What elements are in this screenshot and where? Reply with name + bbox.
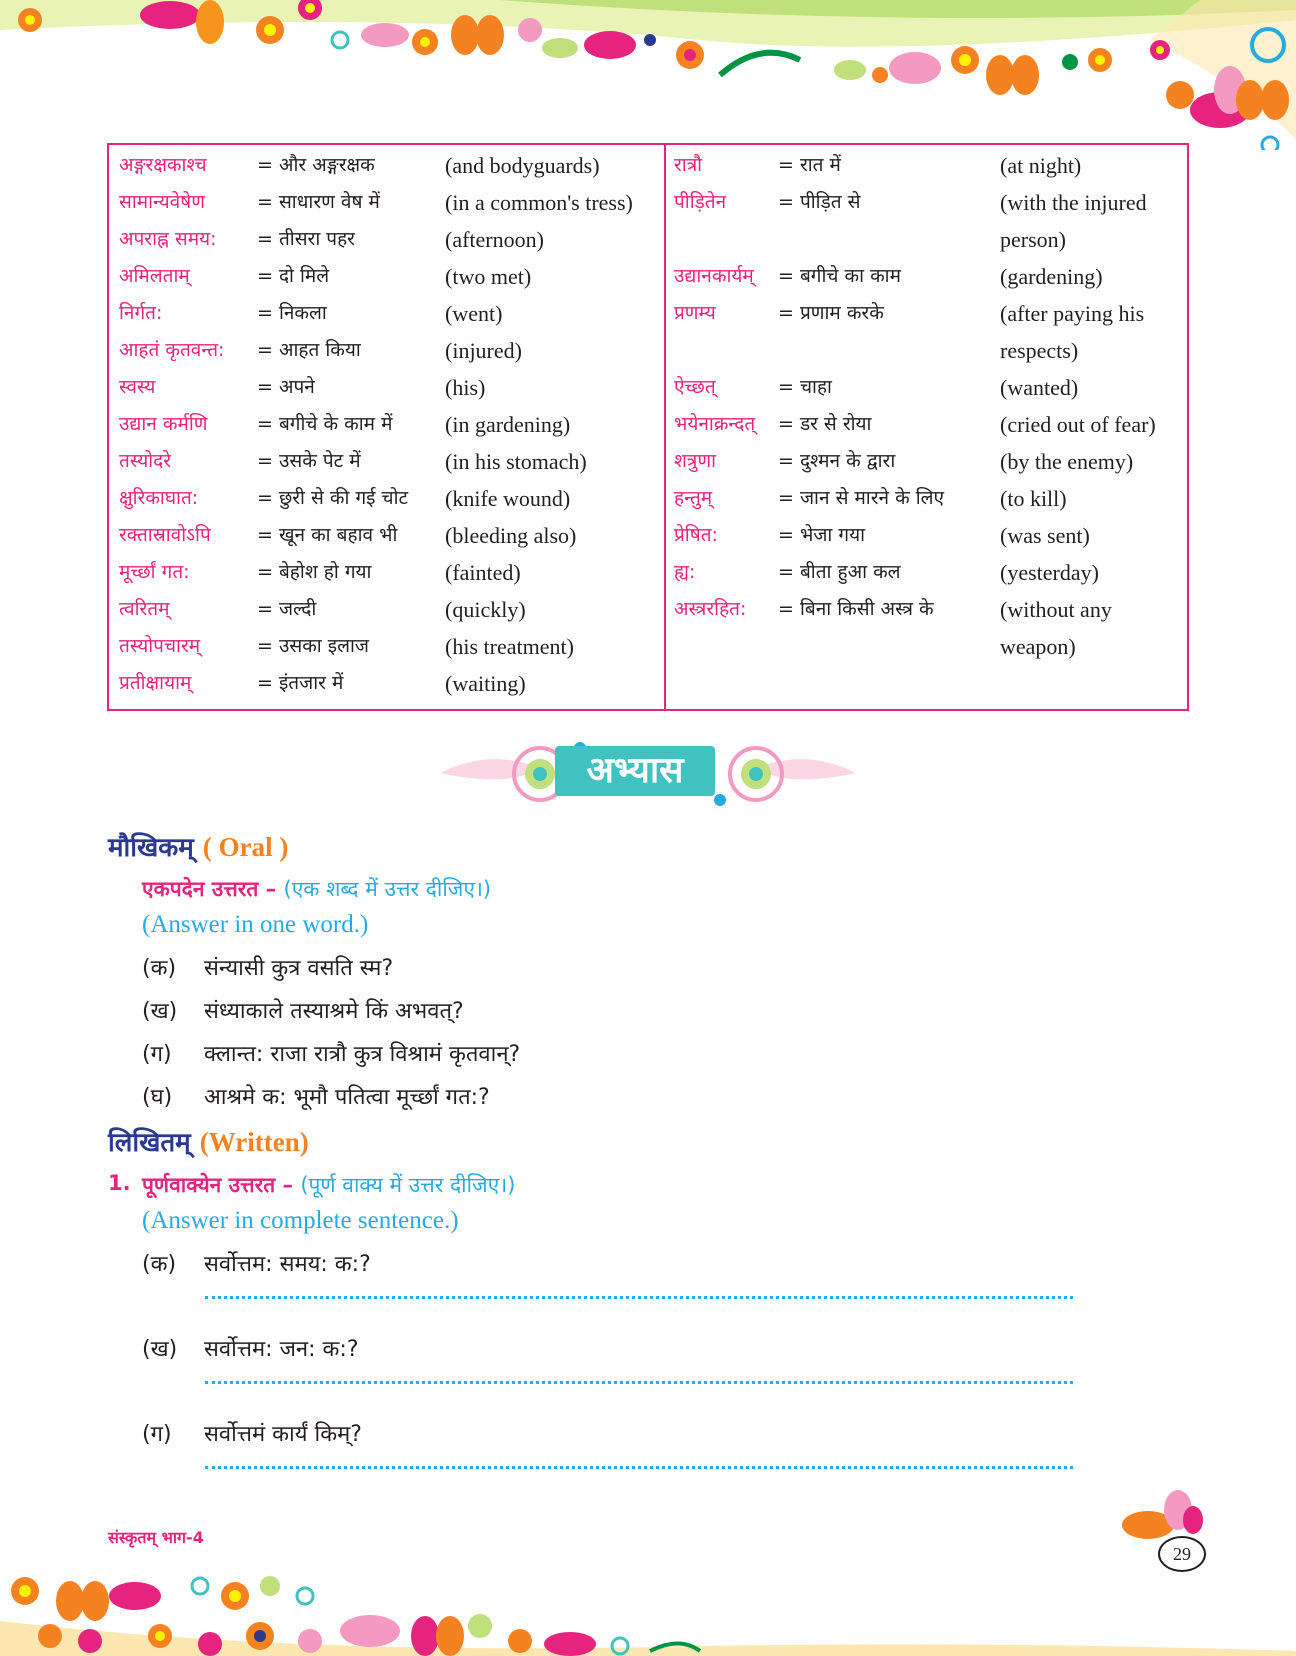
glossary-english-meaning: (his): [445, 375, 486, 400]
glossary-row: [666, 184, 1187, 252]
glossary-row: [666, 258, 1187, 295]
glossary-word: निर्गत:: [119, 302, 163, 324]
glossary-hindi-meaning: = भेजा गया: [778, 524, 866, 546]
glossary-hindi-meaning: = प्रणाम करके: [778, 302, 884, 324]
glossary-row: [109, 591, 664, 628]
oral-instruction-english: (Answer in one word.): [142, 911, 369, 938]
glossary-english-meaning: (went): [445, 301, 503, 326]
glossary-english-meaning: (gardening): [1000, 264, 1103, 289]
glossary-word: रात्रौ: [674, 154, 703, 176]
question-label: (ख): [142, 999, 178, 1024]
answer-line[interactable]: [205, 1381, 1073, 1384]
glossary-word: उद्यान कर्मणि: [119, 413, 208, 435]
glossary-row: [109, 665, 664, 702]
glossary-hindi-meaning: = बगीचे का काम: [778, 265, 901, 287]
glossary-english-meaning: (quickly): [445, 597, 526, 622]
glossary-row: [109, 406, 664, 443]
glossary-row: [109, 443, 664, 480]
glossary-right-column: [666, 145, 1187, 709]
written-instruction: [142, 1171, 515, 1199]
oral-question: [142, 952, 393, 982]
glossary-english-meaning: (yesterday): [1000, 560, 1099, 585]
glossary-word: स्वस्य: [119, 376, 156, 398]
oral-title-hindi: मौखिकम्: [108, 833, 194, 863]
glossary-hindi-meaning: = बीता हुआ कल: [778, 561, 901, 583]
oral-question: [142, 995, 464, 1025]
question-text: सर्वोत्तम: समय: क:?: [204, 1252, 371, 1277]
glossary-row: [109, 517, 664, 554]
butterfly-icon: [140, 0, 224, 44]
glossary-english-meaning: (bleeding also): [445, 523, 577, 548]
glossary-english-meaning: (without any: [1000, 597, 1112, 622]
question-label: (ख): [142, 1337, 178, 1362]
oral-question: [142, 1081, 490, 1111]
glossary-english-meaning: (was sent): [1000, 523, 1090, 548]
answer-line[interactable]: [205, 1296, 1073, 1299]
oral-title-english: ( Oral ): [202, 832, 289, 862]
glossary-hindi-meaning: = पीड़ित से: [778, 191, 861, 213]
glossary-hindi-meaning: = दुश्मन के द्वारा: [778, 450, 896, 472]
glossary-hindi-meaning: = रात में: [778, 154, 841, 176]
glossary-word: ऐच्छत्: [674, 376, 716, 398]
glossary-hindi-meaning: = साधारण वेष में: [257, 191, 380, 213]
glossary-row: [666, 554, 1187, 591]
written-instruction-english: (Answer in complete sentence.): [142, 1207, 459, 1234]
glossary-english-meaning: (afternoon): [445, 227, 544, 252]
glossary-word: अपराह्न समय:: [119, 228, 217, 250]
glossary-row: [666, 406, 1187, 443]
written-question-number: 1.: [108, 1171, 131, 1195]
oral-instruction-hint: (एक शब्द में उत्तर दीजिए।): [283, 877, 492, 901]
flower-icon: [18, 8, 42, 32]
glossary-word: ह्य:: [674, 561, 696, 583]
glossary-hindi-meaning: = बगीचे के काम में: [257, 413, 393, 435]
bottom-floral-border: [0, 1526, 1296, 1656]
glossary-row: [666, 480, 1187, 517]
glossary-row: [109, 147, 664, 184]
question-label: (घ): [142, 1085, 173, 1110]
glossary-hindi-meaning: = चाहा: [778, 376, 832, 398]
glossary-word: तस्योपचारम्: [119, 635, 201, 657]
glossary-english-meaning: (his treatment): [445, 634, 574, 659]
glossary-english-meaning: (at night): [1000, 153, 1082, 178]
glossary-row: [109, 221, 664, 258]
glossary-english-meaning: (injured): [445, 338, 522, 363]
glossary-word: उद्यानकार्यम्: [674, 265, 754, 287]
glossary-word: प्रेषित:: [674, 524, 718, 546]
glossary-row: [109, 480, 664, 517]
question-text: सर्वोत्तम: जन: क:?: [204, 1337, 359, 1362]
question-text: संध्याकाले तस्याश्रमे किं अभवत्?: [204, 999, 464, 1024]
glossary-english-meaning: (fainted): [445, 560, 521, 585]
butterfly-icon: [56, 1581, 109, 1621]
glossary-word: सामान्यवेषेण: [119, 191, 205, 213]
glossary-english-meaning: (with the injured: [1000, 190, 1147, 215]
glossary-row: [109, 554, 664, 591]
glossary-row: [666, 443, 1187, 480]
written-question: [142, 1333, 359, 1363]
question-label: (ग): [142, 1422, 172, 1447]
glossary-row: [666, 147, 1187, 184]
glossary-english-meaning: (in his stomach): [445, 449, 587, 474]
question-label: (क): [142, 1252, 177, 1277]
oral-instruction-text: एकपदेन उत्तरत –: [142, 877, 277, 901]
glossary-left-column: [109, 145, 666, 709]
glossary-word: प्रतीक्षायाम्: [119, 672, 192, 694]
question-text: आश्रमे क: भूमौ पतित्वा मूर्च्छां गत:?: [204, 1085, 490, 1110]
glossary-hindi-meaning: = और अङ्गरक्षक: [257, 154, 375, 176]
glossary-hindi-meaning: = निकला: [257, 302, 327, 324]
glossary-word: अमिलताम्: [119, 265, 190, 287]
glossary-english-meaning: (and bodyguards): [445, 153, 600, 178]
written-instruction-text: पूर्णवाक्येन उत्तरत –: [142, 1173, 293, 1197]
glossary-english-meaning: (wanted): [1000, 375, 1079, 400]
glossary-table: [107, 143, 1189, 711]
glossary-word: शत्रुणा: [674, 450, 717, 472]
glossary-word: हन्तुम्: [674, 487, 713, 509]
oral-instruction: [142, 875, 491, 903]
glossary-hindi-meaning: = उसका इलाज: [257, 635, 369, 657]
glossary-hindi-meaning: = दो मिले: [257, 265, 330, 287]
glossary-hindi-meaning: = अपने: [257, 376, 315, 398]
glossary-english-meaning: (to kill): [1000, 486, 1067, 511]
top-floral-border: [0, 0, 1296, 150]
glossary-row: [666, 369, 1187, 406]
glossary-english-meaning: (in a common's tress): [445, 190, 633, 215]
glossary-hindi-meaning: = बेहोश हो गया: [257, 561, 372, 583]
glossary-word: त्वरितम्: [119, 598, 170, 620]
glossary-hindi-meaning: = जल्दी: [257, 598, 317, 620]
glossary-english-meaning: (in gardening): [445, 412, 571, 437]
glossary-english-meaning: (by the enemy): [1000, 449, 1134, 474]
oral-heading: [108, 828, 288, 864]
glossary-word: पीड़ितेन: [674, 191, 727, 213]
answer-line[interactable]: [205, 1466, 1073, 1469]
question-text: क्लान्त: राजा रात्रौ कुत्र विश्रामं कृतवान्?: [204, 1042, 521, 1067]
question-label: (ग): [142, 1042, 172, 1067]
glossary-hindi-meaning: = बिना किसी अस्त्र के: [778, 598, 934, 620]
glossary-word: प्रणम्य: [674, 302, 716, 324]
glossary-english-meaning: (waiting): [445, 671, 526, 696]
glossary-word: तस्योदरे: [119, 450, 172, 472]
glossary-row: [109, 332, 664, 369]
glossary-word: आहतं कृतवन्त:: [119, 339, 225, 361]
glossary-row: [109, 628, 664, 665]
glossary-hindi-meaning: = छुरी से की गई चोट: [257, 487, 409, 509]
glossary-hindi-meaning: = उसके पेट में: [257, 450, 361, 472]
written-title-english: (Written): [199, 1127, 309, 1157]
written-title-hindi: लिखितम्: [108, 1128, 191, 1158]
glossary-english-meaning-continued: respects): [1000, 338, 1079, 363]
abhyas-heading: अभ्यास: [555, 746, 715, 796]
glossary-hindi-meaning: = आहत किया: [257, 339, 361, 361]
glossary-english-meaning: (knife wound): [445, 486, 571, 511]
glossary-english-meaning: (after paying his: [1000, 301, 1145, 326]
glossary-word: अङ्गरक्षकाश्च: [119, 154, 207, 176]
glossary-english-meaning: (two met): [445, 264, 532, 289]
written-heading: [108, 1123, 309, 1159]
glossary-word: क्षुरिकाघात:: [119, 487, 199, 509]
glossary-english-meaning-continued: person): [1000, 227, 1066, 252]
question-text: सर्वोत्तमं कार्यं किम्?: [204, 1422, 362, 1447]
butterfly-icon: [986, 55, 1039, 95]
oral-question: [142, 1038, 520, 1068]
written-question: [142, 1248, 371, 1278]
glossary-english-meaning: (cried out of fear): [1000, 412, 1156, 437]
glossary-row: [109, 295, 664, 332]
glossary-word: अस्त्ररहित:: [674, 598, 747, 620]
glossary-hindi-meaning: = खून का बहाव भी: [257, 524, 398, 546]
glossary-row: [666, 517, 1187, 554]
page-number: 29: [1158, 1536, 1206, 1572]
glossary-row: [666, 591, 1187, 659]
question-text: संन्यासी कुत्र वसति स्म?: [204, 956, 394, 981]
written-instruction-hint: (पूर्ण वाक्य में उत्तर दीजिए।): [300, 1173, 516, 1197]
glossary-row: [109, 369, 664, 406]
glossary-word: मूर्च्छां गत:: [119, 561, 190, 583]
glossary-word: रक्तास्रावोऽपि: [119, 524, 211, 546]
book-title: संस्कृतम् भाग-4: [108, 1528, 204, 1547]
glossary-row: [109, 184, 664, 221]
glossary-hindi-meaning: = इंतजार में: [257, 672, 344, 694]
glossary-hindi-meaning: = डर से रोया: [778, 413, 872, 435]
glossary-row: [109, 258, 664, 295]
glossary-hindi-meaning: = जान से मारने के लिए: [778, 487, 945, 509]
glossary-english-meaning-continued: weapon): [1000, 634, 1076, 659]
written-question: [142, 1418, 362, 1448]
glossary-row: [666, 295, 1187, 363]
glossary-word: भयेनाक्रन्दत्: [674, 413, 756, 435]
question-label: (क): [142, 956, 177, 981]
glossary-hindi-meaning: = तीसरा पहर: [257, 228, 355, 250]
